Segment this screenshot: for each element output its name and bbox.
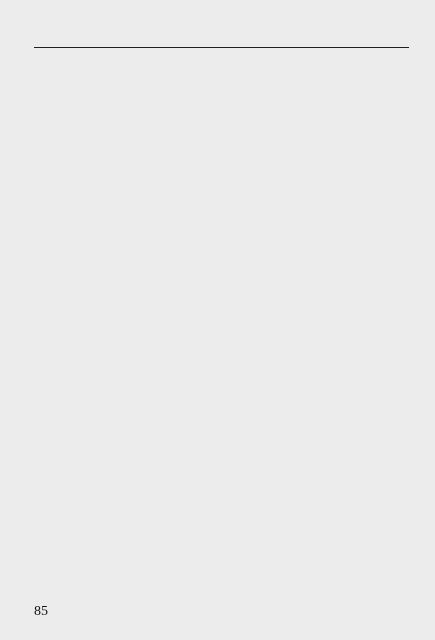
body-line <box>34 473 409 494</box>
body-line <box>34 326 409 347</box>
body-line <box>34 95 409 116</box>
body-line <box>34 158 409 179</box>
body-line <box>34 242 409 263</box>
body-line <box>34 116 409 137</box>
body-line <box>34 53 409 74</box>
body-line <box>34 494 409 515</box>
body-line <box>34 221 409 242</box>
body-line <box>34 200 409 221</box>
page-number: 85 <box>34 604 48 619</box>
header-rule <box>34 47 409 48</box>
body-line <box>34 137 409 158</box>
body-line <box>34 410 409 431</box>
body-line <box>34 284 409 305</box>
body-line <box>34 179 409 200</box>
body-line <box>34 74 409 95</box>
body-line <box>34 389 409 410</box>
body-text <box>34 53 409 515</box>
running-head <box>34 26 409 44</box>
body-line <box>34 452 409 473</box>
body-line <box>34 305 409 326</box>
body-line <box>34 263 409 284</box>
body-line <box>34 431 409 452</box>
body-line <box>34 368 409 389</box>
body-line <box>34 347 409 368</box>
